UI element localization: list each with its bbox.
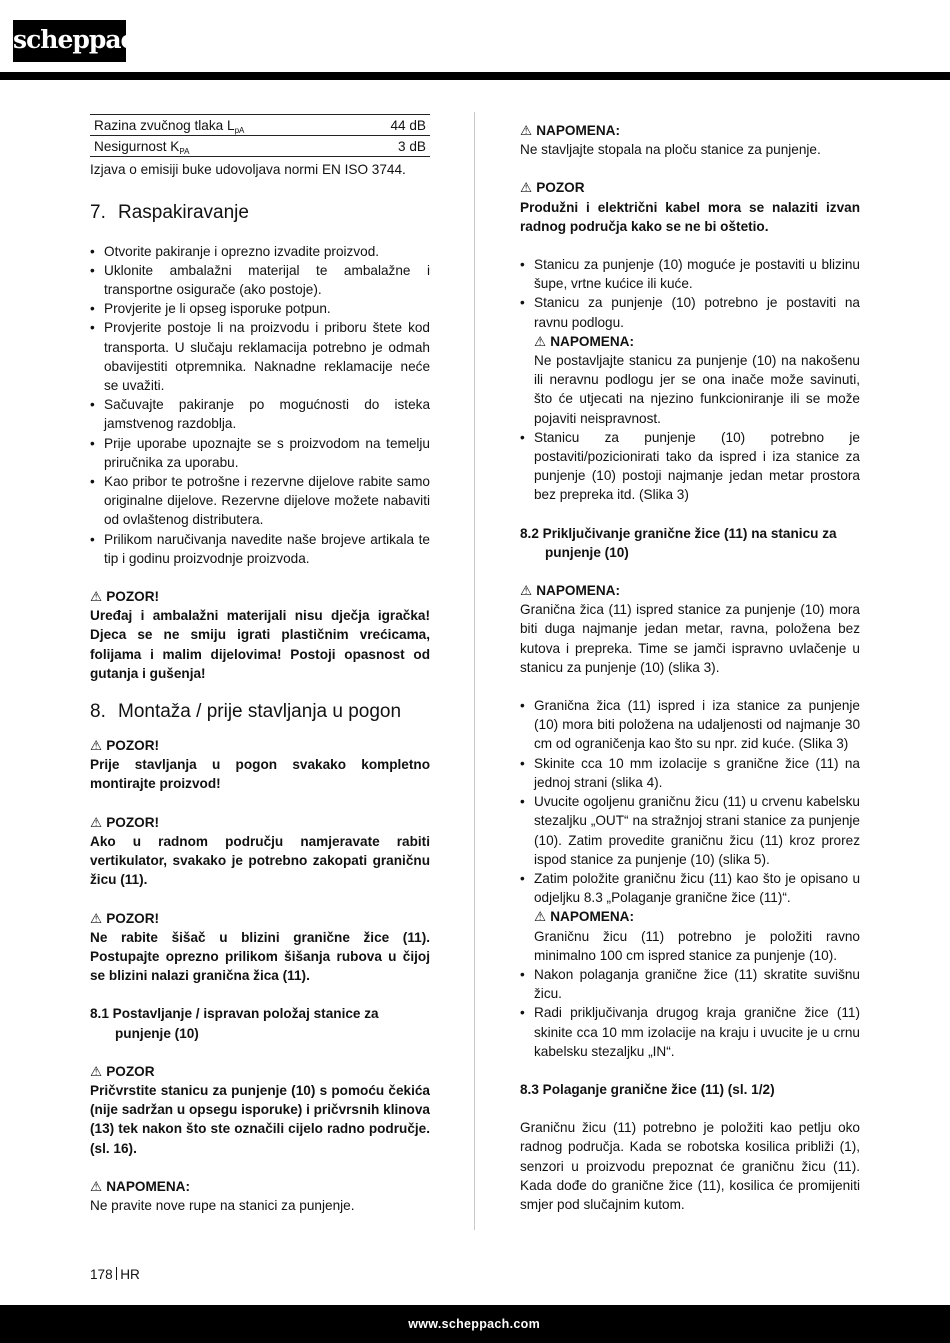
list-item: • Uvucite ogoljenu graničnu žicu (11) u crvenu kabelsku stezaljku „OUT“ na stražnjoj strani stanice za punjenje (10). Zatim provedite graničnu žicu (11) kroz prorez ispod stanice za punjenje (10) (slika 5). — [520, 792, 860, 869]
noise-note: Izjava o emisiji buke udovoljava normi EN ISO 3744. — [90, 162, 406, 178]
warning-icon: ⚠ — [90, 589, 103, 605]
warning-icon: ⚠ — [90, 910, 103, 926]
note-block: ⚠ NAPOMENA: Ne pravite nove rupe na stanici za punjenje. — [90, 1177, 430, 1215]
paragraph: Graničnu žicu (11) potrebno je položiti kao petlju oko radnog područja. Kada se robotska kosilica približi (1), senzori u proizvodu prepoznat će graničnu žicu (11). Kada dođe do granične žice (11), kosilica će promijeniti smjer pod slučajnim kutom. — [520, 1120, 860, 1212]
note-block: ⚠ NAPOMENA: Ne stavljajte stopala na ploču stanice za punjenje. — [520, 121, 860, 159]
wire-connection-list — [520, 696, 860, 1061]
warning-block: ⚠ POZOR! Uređaj i ambalažni materijali nisu dječja igračka! Djeca se ne smiju igrati plastičnim vrećicama, folijama i malim dijelovima! Postoji opasnost od gutanja i gušenja! — [90, 587, 430, 683]
warning-icon: ⚠ — [520, 123, 533, 138]
warning-text: Produžni i električni kabel mora se nalaziti izvan radnog područja kako se ne bi oštetio. — [520, 199, 860, 234]
spec-value: 3 dB — [357, 136, 430, 157]
warning-icon: ⚠ — [90, 1063, 103, 1079]
list-item: • Stanicu za punjenje (10) moguće je postaviti u blizinu šupe, vrtne kućice ili kuće. — [520, 255, 860, 293]
warning-block: ⚠ POZOR! Ne rabite šišač u blizini granične žice (11). Postupajte oprezno prilikom šišanja rubova u čijoj se blizini nalazi granična žica (11). — [90, 909, 430, 986]
separator-bar — [116, 1267, 118, 1280]
note-text: Ne pravite nove rupe na stanici za punjenje. — [90, 1197, 355, 1213]
warning-text: Ne rabite šišač u blizini granične žice (11). Postupajte oprezno prilikom šišanja rubova u čijoj se blizini nalazi granična žica (11). — [90, 929, 430, 984]
list-item: • Prije uporabe upoznajte se s proizvodom na temelju priručnika za uporabu. — [90, 434, 430, 472]
note-text: Ne postavljajte stanicu za punjenje (10) na nakošenu ili neravnu podlogu jer se ona inače može savinuti, što će utjecati na njezino funkcioniranje ili se može pojaviti neispravnost. — [534, 353, 860, 426]
subsection-8-3-heading: 8.3 Polaganje granične žice (11) (sl. 1/2) — [520, 1081, 775, 1097]
subsection-8-1-heading: 8.1 Postavljanje / ispravan položaj stanice za punjenje (10) — [90, 1006, 379, 1041]
left-column — [90, 110, 430, 1215]
list-item: • Prilikom naručivanja navedite naše brojeve artikala te tip i godinu proizvodnje proizvoda. — [90, 530, 430, 568]
list-item: • Otvorite pakiranje i oprezno izvadite proizvod. — [90, 242, 430, 261]
warning-block: ⚠ POZOR! Ako u radnom području namjeravate rabiti vertikulator, svakako je potrebno zakopati graničnu žicu (11). — [90, 813, 430, 890]
section-8-heading: 8. Montaža / prije stavljanja u pogon — [90, 701, 402, 723]
warning-icon: ⚠ — [534, 909, 547, 925]
list-item: • Kao pribor te potrošne i rezervne dijelove rabite samo originalne dijelove. Rezervne dijelove možete nabaviti od ovlaštenog distributera. — [90, 472, 430, 530]
list-item: • Granična žica (11) ispred i iza stanice za punjenje (10) mora biti položena na udaljenosti od najmanje 30 cm od ograničenja kao što su npr. zid kuće. (Slika 3) — [520, 696, 860, 754]
list-item: • Radi priključivanja drugog kraja granične žice (11) skinite cca 10 mm izolacije na kraju i uvucite je u crnu kabelsku stezaljku „IN“. — [520, 1003, 860, 1061]
note-text: Ne stavljajte stopala na ploču stanice za punjenje. — [520, 142, 821, 158]
warning-text: Pričvrstite stanicu za punjenje (10) s pomoću čekića (nije sadržan u opsegu isporuke) i pričvrsnih klinova (13) tek nakon što ste označili cijelo radno područje. (sl. 16). — [90, 1082, 430, 1156]
table-row — [90, 115, 430, 136]
footer-url[interactable]: www.scheppach.com — [408, 1317, 540, 1331]
list-item: • Skinite cca 10 mm izolacije s granične žice (11) na jednoj strani (slika 4). — [520, 754, 860, 792]
list-item: • Provjerite postoje li na proizvodu i priboru štete kod transporta. U slučaju reklamacija potrebno je odmah obavijestiti otpremnika. Naknadne reklamacije neće se uvažiti. — [90, 318, 430, 395]
note-text: Graničnu žicu (11) potrebno je položiti ravno minimalno 100 cm ispred stanice za punjenje (10). — [534, 928, 860, 963]
table-row — [90, 136, 430, 157]
note-block: ⚠ NAPOMENA: Granična žica (11) ispred stanice za punjenje (10) mora biti duga najmanje jedan metar, ravna, položena bez kutova i prepreka. Time se jamči ispravno uvlačenje u stanicu za punjenje (10) (slika 3). — [520, 581, 860, 677]
warning-text: Prije stavljanja u pogon svakako kompletno montirajte proizvod! — [90, 757, 430, 792]
warning-icon: ⚠ — [90, 814, 103, 830]
spec-value: 44 dB — [357, 115, 430, 136]
list-item: • Uklonite ambalažni materijal te ambalažne i transportne osigurače (ako postoje). — [90, 261, 430, 299]
warning-text: Uređaj i ambalažni materijali nisu dječja igračka! Djeca se ne smiju igrati plastičnim vrećicama, folijama i malim dijelovima! Postoji opasnost od gutanja i gušenja! — [90, 608, 430, 681]
noise-spec-table — [90, 114, 430, 157]
page-number: 178 HR — [90, 1267, 140, 1282]
warning-text: Ako u radnom području namjeravate rabiti vertikulator, svakako je potrebno zakopati graničnu žicu (11). — [90, 833, 430, 888]
list-item: • Sačuvajte pakiranje po mogućnosti do isteka jamstvenog razdoblja. — [90, 395, 430, 433]
list-item: • Stanicu za punjenje (10) potrebno je postaviti na ravnu podlogu. ⚠ NAPOMENA: Ne postavljajte stanicu za punjenje (10) na nakošenu ili neravnu podlogu jer se ona inače može savinuti, što će utjecati na njezino funkcioniranje ili se može pojaviti neispravnost. — [520, 293, 860, 427]
header-rule — [0, 72, 950, 80]
subsection-8-2-heading: 8.2 Priključivanje granične žice (11) na stanicu za punjenje (10) — [520, 525, 837, 560]
station-placement-list — [520, 255, 860, 505]
warning-block: ⚠ POZOR! Prije stavljanja u pogon svakako kompletno montirajte proizvod! — [90, 736, 430, 794]
warning-icon: ⚠ — [534, 333, 547, 349]
list-item: • Provjerite je li opseg isporuke potpun. — [90, 299, 430, 318]
brand-logo: scheppach — [13, 20, 126, 62]
column-divider — [474, 112, 475, 1230]
note-text: Granična žica (11) ispred stanice za punjenje (10) mora biti duga najmanje jedan metar, ravna, položena bez kutova i prepreka. Time se jamči ispravno uvlačenje u stanicu za punjenje (10) (slika 3). — [520, 602, 860, 675]
warning-icon: ⚠ — [520, 583, 533, 599]
spec-label: Razina zvučnog tlaka $L_{pA}$ — [90, 115, 357, 136]
spec-label: Nesigurnost $K_{PA}$ — [90, 136, 357, 157]
warning-icon: ⚠ — [520, 180, 533, 196]
warning-block: ⚠ POZOR Pričvrstite stanicu za punjenje (10) s pomoću čekića (nije sadržan u opsegu isporuke) i pričvrsnih klinova (13) tek nakon što ste označili cijelo radno područje. (sl. 16). — [90, 1062, 430, 1158]
warning-block: ⚠ POZOR Produžni i električni kabel mora se nalaziti izvan radnog područja kako se ne bi oštetio. — [520, 178, 860, 236]
warning-icon: ⚠ — [90, 738, 103, 754]
unpacking-list — [90, 242, 430, 568]
list-item: • Stanicu za punjenje (10) potrebno je postaviti/pozicionirati tako da ispred i iza stanice za punjenje (10) postoji najmanje jedan metar prostora bez prepreka itd. (Slika 3) — [520, 428, 860, 505]
list-item: • Zatim položite graničnu žicu (11) kao što je opisano u odjeljku 8.3 „Polaganje granične žice (11)“. ⚠ NAPOMENA: Graničnu žicu (11) potrebno je položiti ravno minimalno 100 cm ispred stanice za punjenje (10). — [520, 869, 860, 965]
list-item: • Nakon polaganja granične žice (11) skratite suvišnu žicu. — [520, 965, 860, 1003]
section-7-heading: 7. Raspakiravanje — [90, 201, 249, 223]
right-column — [520, 121, 860, 1214]
footer-bar — [0, 1305, 950, 1343]
warning-icon: ⚠ — [90, 1178, 103, 1194]
